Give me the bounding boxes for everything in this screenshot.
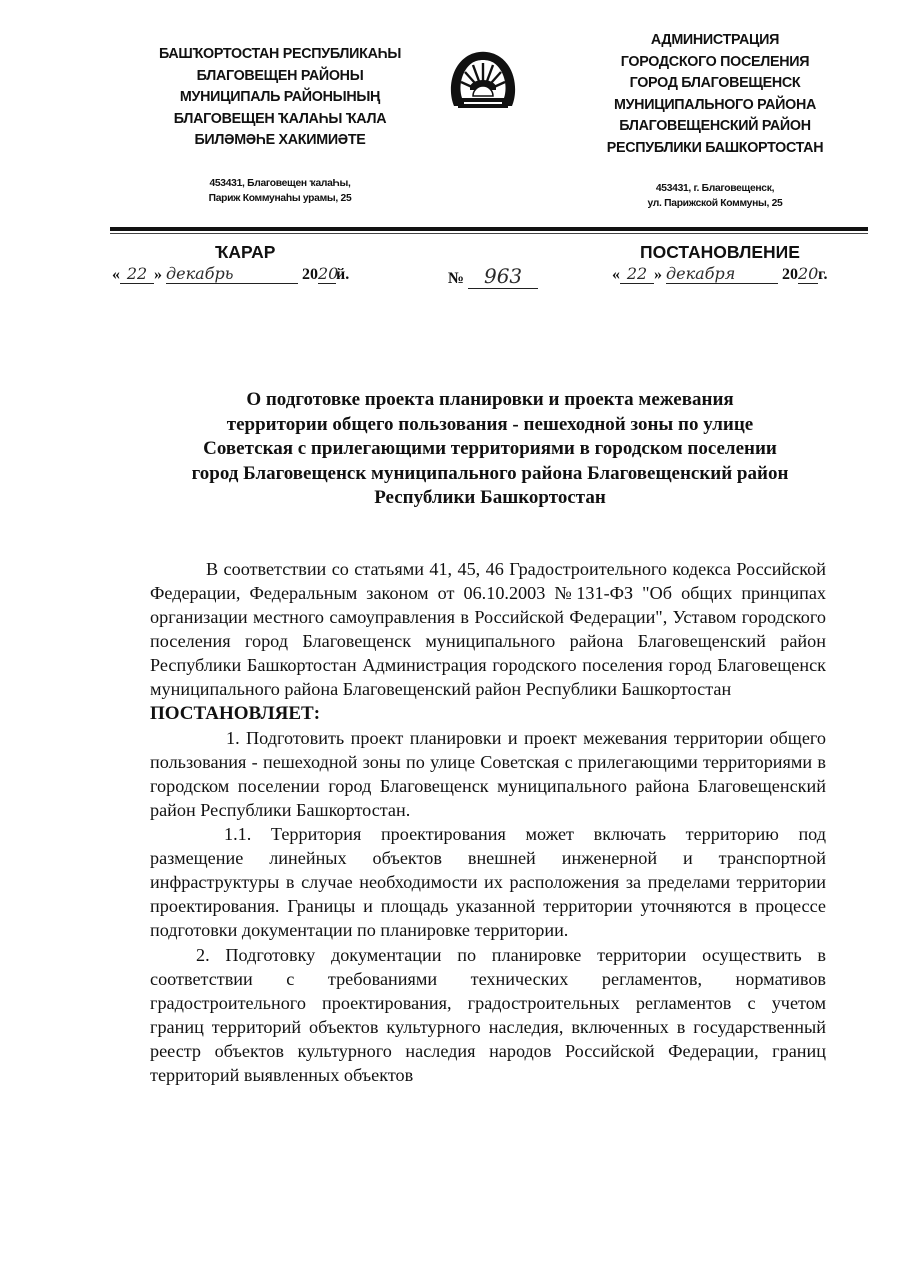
header-right-line: БЛАГОВЕЩЕНСКИЙ РАЙОН xyxy=(619,118,811,134)
left-year-suffix: 20 xyxy=(318,264,339,283)
header-left-line: БЛАГОВЕЩЕН РАЙОНЫ xyxy=(196,67,364,84)
quote-close: » xyxy=(154,266,162,283)
karar-label: ҠАРАР xyxy=(215,242,276,262)
quote-close: » xyxy=(654,266,662,283)
quote-open: « xyxy=(612,266,620,283)
header-divider-thin xyxy=(110,233,868,234)
left-date-day: 22 xyxy=(120,264,154,284)
header-right-address xyxy=(575,181,855,211)
address-line: 453431, г. Благовещенск, xyxy=(655,183,775,194)
header-left-line: МУНИЦИПАЛЬ РАЙОНЫНЫҢ xyxy=(179,89,381,105)
title-line: город Благовещенск муниципального района Благовещенский район xyxy=(191,462,789,484)
header-right-line: РЕСПУБЛИКИ БАШКОРТОСТАН xyxy=(606,139,824,156)
left-date xyxy=(112,264,349,284)
quote-open: « xyxy=(112,266,120,283)
right-date-month: декабря xyxy=(666,264,778,284)
header-right-line: МУНИЦИПАЛЬНОГО РАЙОНА xyxy=(613,96,816,113)
right-year-prefix: 20 xyxy=(782,266,798,283)
document-body xyxy=(150,557,826,1087)
header-right-russian xyxy=(575,30,855,211)
coat-of-arms-icon xyxy=(448,48,518,120)
address-line: Париж Коммунаһы урамы, 25 xyxy=(208,192,352,204)
number-sign: № xyxy=(448,270,465,287)
header-left-line: БАШҠОРТОСТАН РЕСПУБЛИКАҺЫ xyxy=(158,46,402,62)
decree-heading: ПОСТАНОВЛЯЕТ: xyxy=(150,702,321,724)
address-line: ул. Парижской Коммуны, 25 xyxy=(647,198,783,209)
left-date-month: декабрь xyxy=(166,264,298,284)
postanovlenie-label: ПОСТАНОВЛЕНИЕ xyxy=(640,242,800,262)
right-year-tail: г. xyxy=(818,266,828,283)
preamble-paragraph: В соответствии со статьями 41, 45, 46 Градостроительного кодекса Российской Федерации, Федеральным законом от 06.10.2003 №131-ФЗ "Об общих принципах организации местного самоуправления в Российской Федерации", Уставом городского поселения город Благовещенск муниципального района Благовещенский район Республики Башкортостан Администрация городского поселения город Благовещенск муниципального района Благовещенский район Республики Башкортостан xyxy=(150,559,826,700)
title-line: О подготовке проекта планировки и проекта межевания xyxy=(246,389,734,410)
item-2-paragraph: 2. Подготовку документации по планировке территории осуществить в соответствии с требованиями технических регламентов, нормативов градостроительного проектирования, градостроительных регламентов с учетом границ территорий объектов культурного наследия, включенных в государственный реестр объектов культурного наследия народов Российской Федерации, границ территорий выявленных объектов xyxy=(150,944,826,1085)
left-year-tail: й. xyxy=(336,266,350,283)
address-line: 453431, Благовещен ҡалаҺы, xyxy=(209,177,351,189)
header-left-line: БЛАГОВЕЩЕН ҠАЛАҺЫ ҠАЛА xyxy=(173,110,387,127)
header-right-line: АДМИНИСТРАЦИЯ xyxy=(650,32,780,48)
right-date xyxy=(612,264,827,284)
document-number xyxy=(448,264,538,289)
item-1-paragraph: 1. Подготовить проект планировки и проект межевания территории общего пользования - пешеходной зоны по улице Советская с прилегающими территориями в городском поселении город Благовещенск муниципального района Благовещенский район Республики Башкортостан. xyxy=(150,727,826,820)
item-1-1-paragraph: 1.1. Территория проектирования может включать территорию под размещение линейных объектов внешней инженерной и транспортной инфраструктуры в случае необходимости их расположения за пределами территории проектирования. Границы и площадь указанной территории уточняются в процессе подготовки документации по планировке территории. xyxy=(150,824,826,941)
right-year-suffix: 20 xyxy=(798,264,819,283)
document-number-value: 963 xyxy=(468,264,538,289)
header-right-line: ГОРОДСКОГО ПОСЕЛЕНИЯ xyxy=(620,53,810,70)
title-line: территории общего пользования - пешеходной зоны по улице xyxy=(226,413,754,435)
title-line: Республики Башкортостан xyxy=(374,487,606,508)
header-divider-thick xyxy=(110,227,868,231)
header-left-line: БИЛӘМӘҺЕ ХАКИМИӘТЕ xyxy=(194,132,366,148)
left-year-prefix: 20 xyxy=(302,266,318,283)
document-title xyxy=(140,388,840,511)
title-line: Советская с прилегающими территориями в городском поселении xyxy=(203,438,777,459)
header-left-address xyxy=(130,176,430,206)
header-left-bashkir xyxy=(130,44,430,206)
right-date-day: 22 xyxy=(620,264,654,284)
header-right-line: ГОРОД БЛАГОВЕЩЕНСК xyxy=(629,75,801,91)
